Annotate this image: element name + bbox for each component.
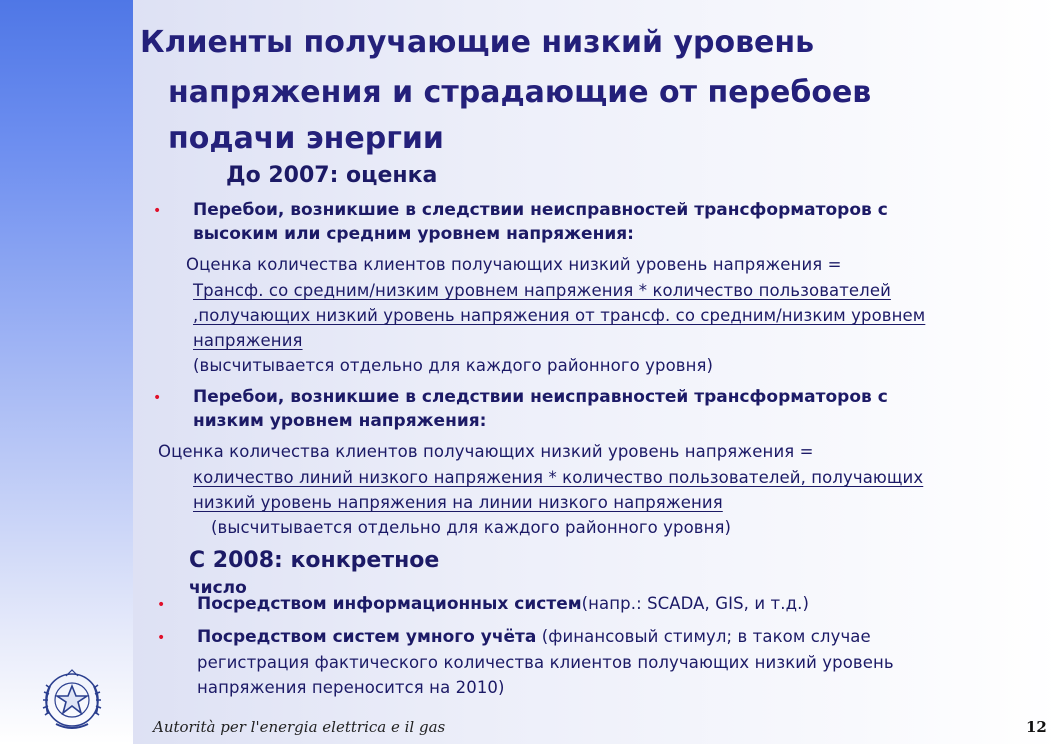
bullet1-formula-line-0: Оценка количества клиентов получающих низкий уровень напряжения = bbox=[186, 255, 842, 274]
bullet1-note: (высчитывается отдельно для каждого районного уровня) bbox=[193, 356, 714, 375]
bullet1-formula-line-1: Трансф. со средним/низким уровнем напряжения * количество пользователей bbox=[193, 281, 891, 300]
footer-authority-name: Autorità per l'energia elettrica e il gas bbox=[153, 718, 446, 736]
bullet1-formula-line-2: ,получающих низкий уровень напряжения от трансф. со средним/низким уровнем bbox=[193, 306, 926, 325]
section-heading-from-2008-line-2: число bbox=[189, 578, 247, 598]
bullet2-formula-line-2: низкий уровень напряжения на линии низкого напряжения bbox=[193, 493, 723, 512]
section2-bullet2-rest: (финансовый стимул; в таком случае bbox=[536, 627, 871, 646]
bullet1-formula-line-3: напряжения bbox=[193, 331, 303, 350]
bullet-marker: • bbox=[157, 630, 166, 646]
section2-bullet2-line-2: регистрация фактического количества клиентов получающих низкий уровень bbox=[197, 653, 894, 672]
bullet1-title-line-1: Перебои, возникшие в следствии неисправностей трансформаторов с bbox=[193, 200, 888, 220]
bullet-marker: • bbox=[153, 203, 162, 219]
section2-bullet2-bold: Посредством систем умного учёта bbox=[197, 627, 537, 647]
section-heading-from-2008: С 2008: конкретное bbox=[189, 548, 440, 573]
bullet-marker: • bbox=[157, 597, 166, 613]
bullet1-title-line-2: высоким или средним уровнем напряжения: bbox=[193, 224, 634, 244]
section2-bullet2 bbox=[197, 625, 871, 649]
bullet2-title-line-1: Перебои, возникшие в следствии неисправностей трансформаторов с bbox=[193, 387, 888, 407]
slide-title-line-3: подачи энергии bbox=[168, 121, 444, 156]
bullet2-title-line-2: низким уровнем напряжения: bbox=[193, 411, 487, 431]
italian-republic-emblem-icon bbox=[36, 662, 108, 734]
section2-bullet2-line-3: напряжения переносится на 2010) bbox=[197, 678, 505, 697]
page-number: 12 bbox=[1026, 718, 1047, 736]
section-heading-before-2007: До 2007: оценка bbox=[226, 163, 438, 188]
section2-bullet1-bold: Посредством информационных систем bbox=[197, 594, 582, 614]
slide-title-line-1: Клиенты получающие низкий уровень bbox=[140, 25, 815, 60]
section2-bullet1-rest: (напр.: SCADA, GIS, и т.д.) bbox=[581, 594, 809, 613]
left-gradient-bar bbox=[0, 0, 133, 744]
bullet2-note: (высчитывается отдельно для каждого районного уровня) bbox=[211, 518, 732, 537]
section2-bullet1 bbox=[197, 592, 809, 616]
bullet2-formula-line-0: Оценка количества клиентов получающих низкий уровень напряжения = bbox=[158, 442, 814, 461]
slide-title-line-2: напряжения и страдающие от перебоев bbox=[168, 75, 872, 110]
bullet-marker: • bbox=[153, 390, 162, 406]
bullet2-formula-line-1: количество линий низкого напряжения * количество пользователей, получающих bbox=[193, 468, 924, 487]
